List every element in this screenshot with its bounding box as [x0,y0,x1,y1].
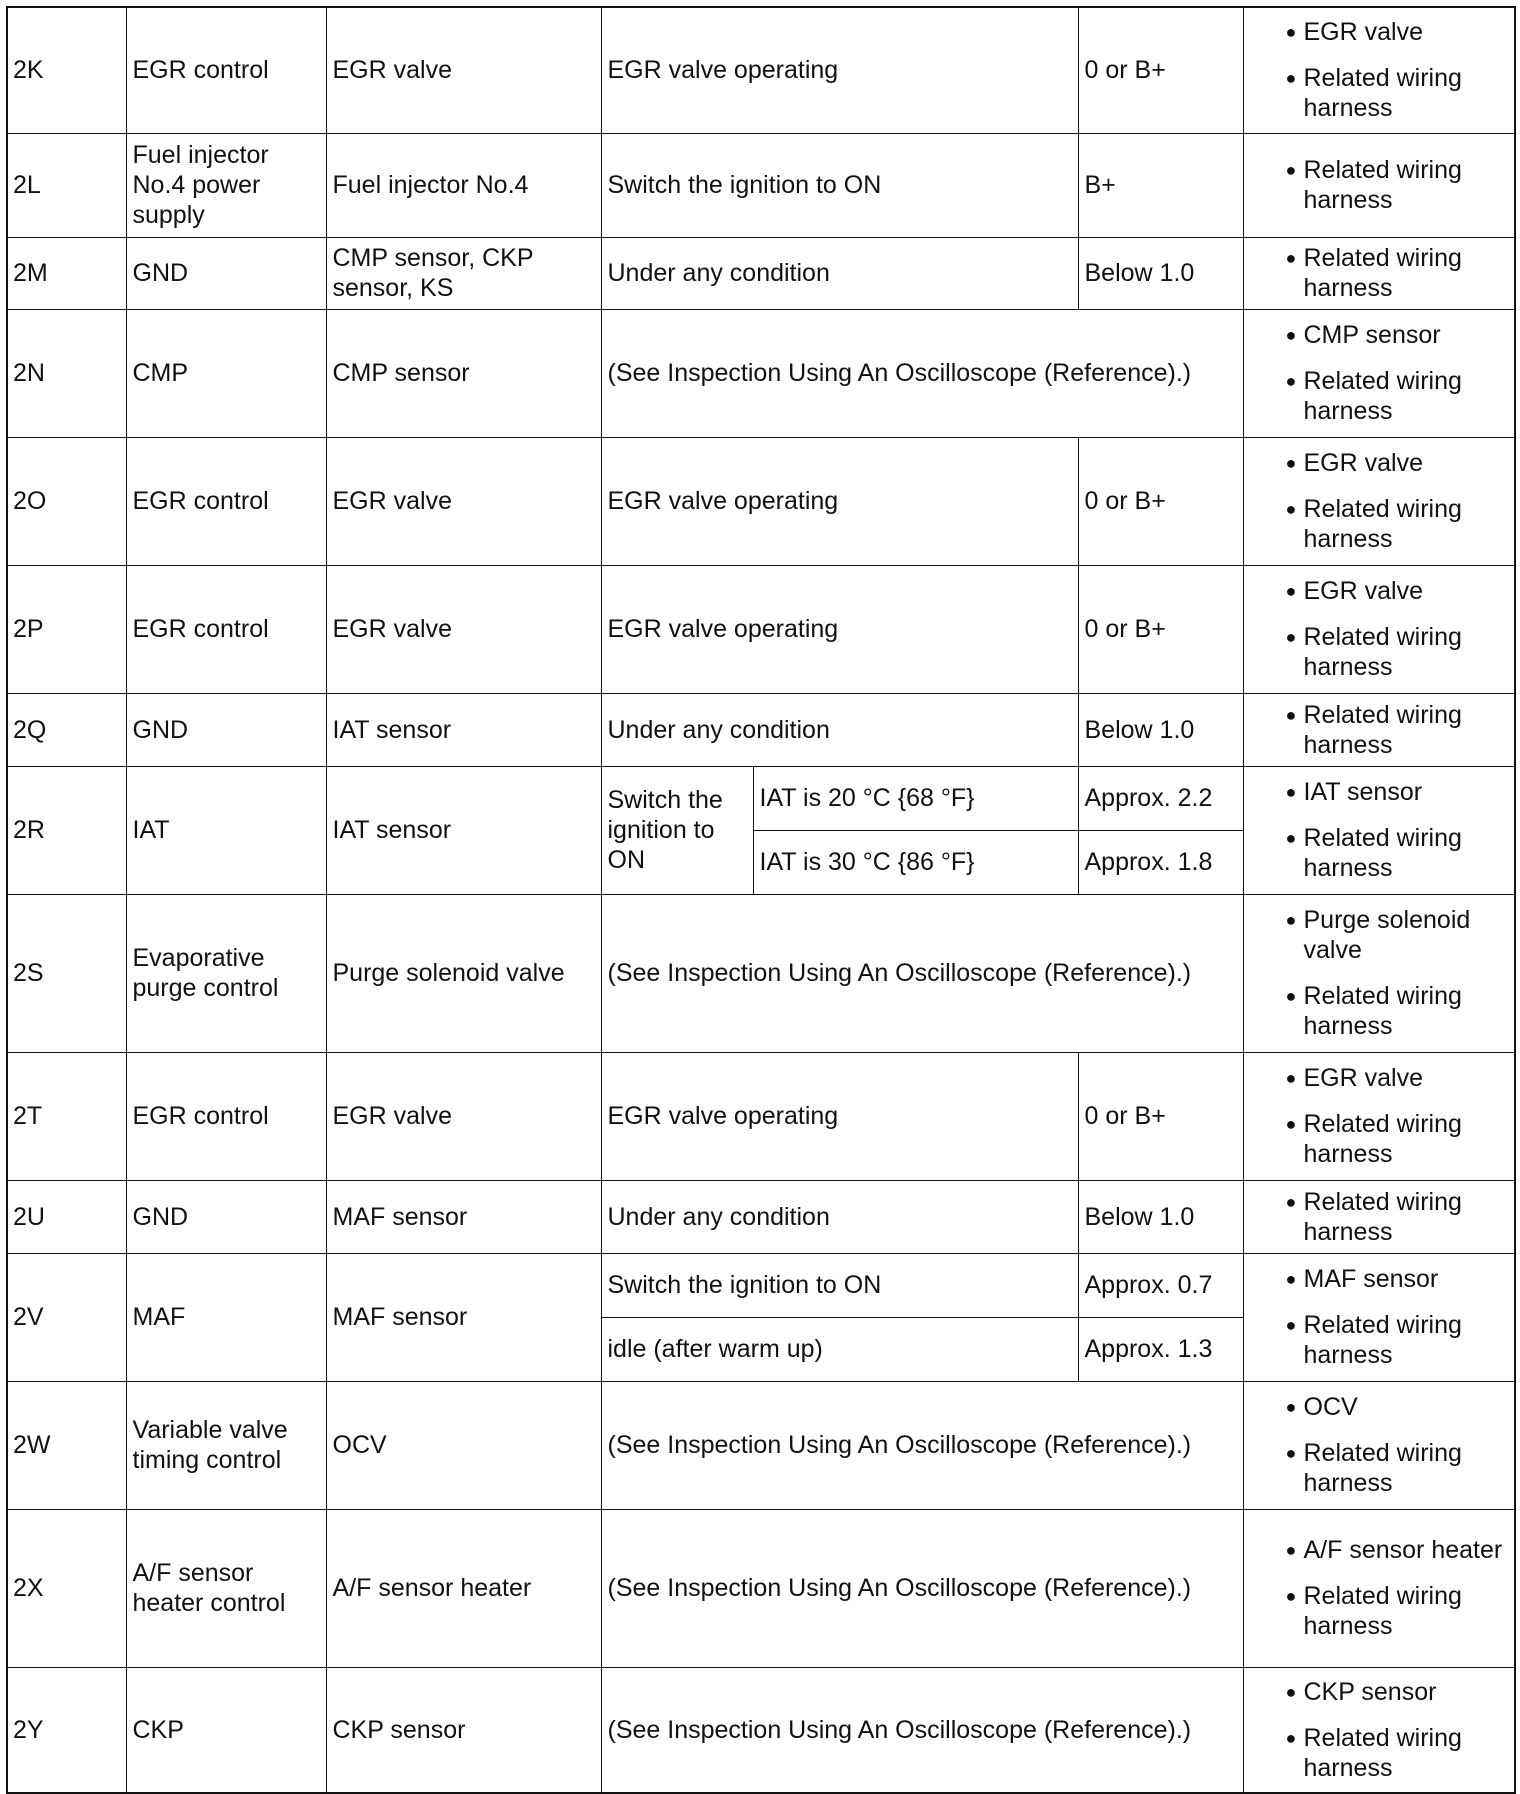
check-cell [1243,309,1515,437]
check-item: ● EGR valve [1250,448,1509,478]
component-cell: EGR valve [326,565,601,693]
check-item: ● A/F sensor heater [1250,1535,1509,1565]
condition-cell: (See Inspection Using An Oscilloscope (Reference).) [601,894,1243,1052]
component-cell: IAT sensor [326,693,601,766]
condition-cell: Switch the ignition to ON [601,766,753,894]
check-cell [1243,1509,1515,1667]
check-item: ● MAF sensor [1250,1264,1509,1294]
component-cell: CMP sensor [326,309,601,437]
table-row [7,1667,1515,1793]
connected-to-cell: A/F sensor heater control [126,1509,326,1667]
check-item: ● Related wiring harness [1250,981,1509,1041]
table-row [7,1253,1515,1317]
component-cell: EGR valve [326,437,601,565]
connected-to-cell: CKP [126,1667,326,1793]
condition-cell: Switch the ignition to ON [601,133,1078,237]
connected-to-cell: MAF [126,1253,326,1381]
check-cell [1243,693,1515,766]
voltage-cell: 0 or B+ [1078,565,1243,693]
condition-cell: Under any condition [601,1180,1078,1253]
terminal-cell: 2M [7,237,126,309]
check-item: ● Related wiring harness [1250,823,1509,883]
condition-cell: (See Inspection Using An Oscilloscope (Reference).) [601,1667,1243,1793]
voltage-cell: Approx. 2.2 [1078,766,1243,830]
component-cell: A/F sensor heater [326,1509,601,1667]
table-row [7,565,1515,693]
terminal-cell: 2N [7,309,126,437]
connected-to-cell: Variable valve timing control [126,1381,326,1509]
check-cell [1243,1052,1515,1180]
component-cell: OCV [326,1381,601,1509]
table-row [7,1509,1515,1667]
connected-to-cell: EGR control [126,7,326,133]
connected-to-cell: GND [126,237,326,309]
condition-cell: Switch the ignition to ON [601,1253,1078,1317]
check-item: ● EGR valve [1250,576,1509,606]
voltage-cell: Below 1.0 [1078,693,1243,766]
terminal-cell: 2R [7,766,126,894]
component-cell: Purge solenoid valve [326,894,601,1052]
condition-cell: EGR valve operating [601,1052,1078,1180]
table-row [7,894,1515,1052]
terminal-cell: 2S [7,894,126,1052]
connected-to-cell: EGR control [126,565,326,693]
check-item: ● Related wiring harness [1250,243,1509,303]
component-cell: CKP sensor [326,1667,601,1793]
connected-to-cell: GND [126,693,326,766]
terminal-cell: 2O [7,437,126,565]
connected-to-cell: Fuel injector No.4 power supply [126,133,326,237]
check-item: ● Related wiring harness [1250,1438,1509,1498]
check-item: ● CMP sensor [1250,320,1509,350]
table-row [7,1052,1515,1180]
check-item: ● Related wiring harness [1250,1581,1509,1641]
terminal-cell: 2W [7,1381,126,1509]
check-item: ● Related wiring harness [1250,494,1509,554]
table-row [7,133,1515,237]
check-item: ● Related wiring harness [1250,1109,1509,1169]
table-row [7,1180,1515,1253]
voltage-cell: Approx. 1.8 [1078,830,1243,894]
check-cell [1243,1381,1515,1509]
component-cell: IAT sensor [326,766,601,894]
connected-to-cell: EGR control [126,1052,326,1180]
condition-cell: Under any condition [601,693,1078,766]
check-cell [1243,894,1515,1052]
table-row [7,309,1515,437]
component-cell: EGR valve [326,1052,601,1180]
check-item: ● Related wiring harness [1250,622,1509,682]
voltage-cell: Approx. 1.3 [1078,1317,1243,1381]
terminal-cell: 2X [7,1509,126,1667]
terminal-cell: 2Q [7,693,126,766]
terminal-voltage-table [6,6,1516,1794]
sub-condition-cell: IAT is 20 °C {68 °F} [753,766,1078,830]
voltage-cell: Below 1.0 [1078,237,1243,309]
check-item: ● IAT sensor [1250,777,1509,807]
check-item: ● Related wiring harness [1250,1187,1509,1247]
check-item: ● OCV [1250,1392,1509,1422]
voltage-cell: Approx. 0.7 [1078,1253,1243,1317]
check-cell [1243,565,1515,693]
component-cell: Fuel injector No.4 [326,133,601,237]
table-row [7,237,1515,309]
table-row [7,693,1515,766]
voltage-cell: Below 1.0 [1078,1180,1243,1253]
terminal-cell: 2V [7,1253,126,1381]
terminal-cell: 2L [7,133,126,237]
component-cell: MAF sensor [326,1180,601,1253]
condition-cell: Under any condition [601,237,1078,309]
condition-cell: (See Inspection Using An Oscilloscope (Reference).) [601,1381,1243,1509]
voltage-cell: 0 or B+ [1078,7,1243,133]
terminal-cell: 2K [7,7,126,133]
check-item: ● EGR valve [1250,1063,1509,1093]
check-item: ● Related wiring harness [1250,1723,1509,1783]
table-row [7,1381,1515,1509]
connected-to-cell: EGR control [126,437,326,565]
table-row [7,766,1515,830]
check-cell [1243,1180,1515,1253]
condition-cell: (See Inspection Using An Oscilloscope (Reference).) [601,1509,1243,1667]
condition-cell: EGR valve operating [601,437,1078,565]
terminal-cell: 2T [7,1052,126,1180]
voltage-cell: B+ [1078,133,1243,237]
check-cell [1243,766,1515,894]
check-item: ● Related wiring harness [1250,63,1509,123]
terminal-cell: 2P [7,565,126,693]
condition-cell: idle (after warm up) [601,1317,1078,1381]
check-cell [1243,1253,1515,1381]
check-cell [1243,1667,1515,1793]
connected-to-cell: IAT [126,766,326,894]
check-item: ● EGR valve [1250,17,1509,47]
check-item: ● Related wiring harness [1250,1310,1509,1370]
voltage-cell: 0 or B+ [1078,1052,1243,1180]
condition-cell: EGR valve operating [601,7,1078,133]
connected-to-cell: GND [126,1180,326,1253]
check-cell [1243,7,1515,133]
terminal-cell: 2U [7,1180,126,1253]
voltage-cell: 0 or B+ [1078,437,1243,565]
check-item: ● Related wiring harness [1250,366,1509,426]
check-item: ● Related wiring harness [1250,700,1509,760]
component-cell: EGR valve [326,7,601,133]
condition-cell: (See Inspection Using An Oscilloscope (Reference).) [601,309,1243,437]
connected-to-cell: Evaporative purge control [126,894,326,1052]
check-item: ● Related wiring harness [1250,155,1509,215]
check-cell [1243,133,1515,237]
terminal-cell: 2Y [7,1667,126,1793]
check-item: ● Purge solenoid valve [1250,905,1509,965]
table-row [7,437,1515,565]
connected-to-cell: CMP [126,309,326,437]
check-cell [1243,237,1515,309]
check-item: ● CKP sensor [1250,1677,1509,1707]
table-row [7,7,1515,133]
sub-condition-cell: IAT is 30 °C {86 °F} [753,830,1078,894]
component-cell: CMP sensor, CKP sensor, KS [326,237,601,309]
component-cell: MAF sensor [326,1253,601,1381]
condition-cell: EGR valve operating [601,565,1078,693]
check-cell [1243,437,1515,565]
